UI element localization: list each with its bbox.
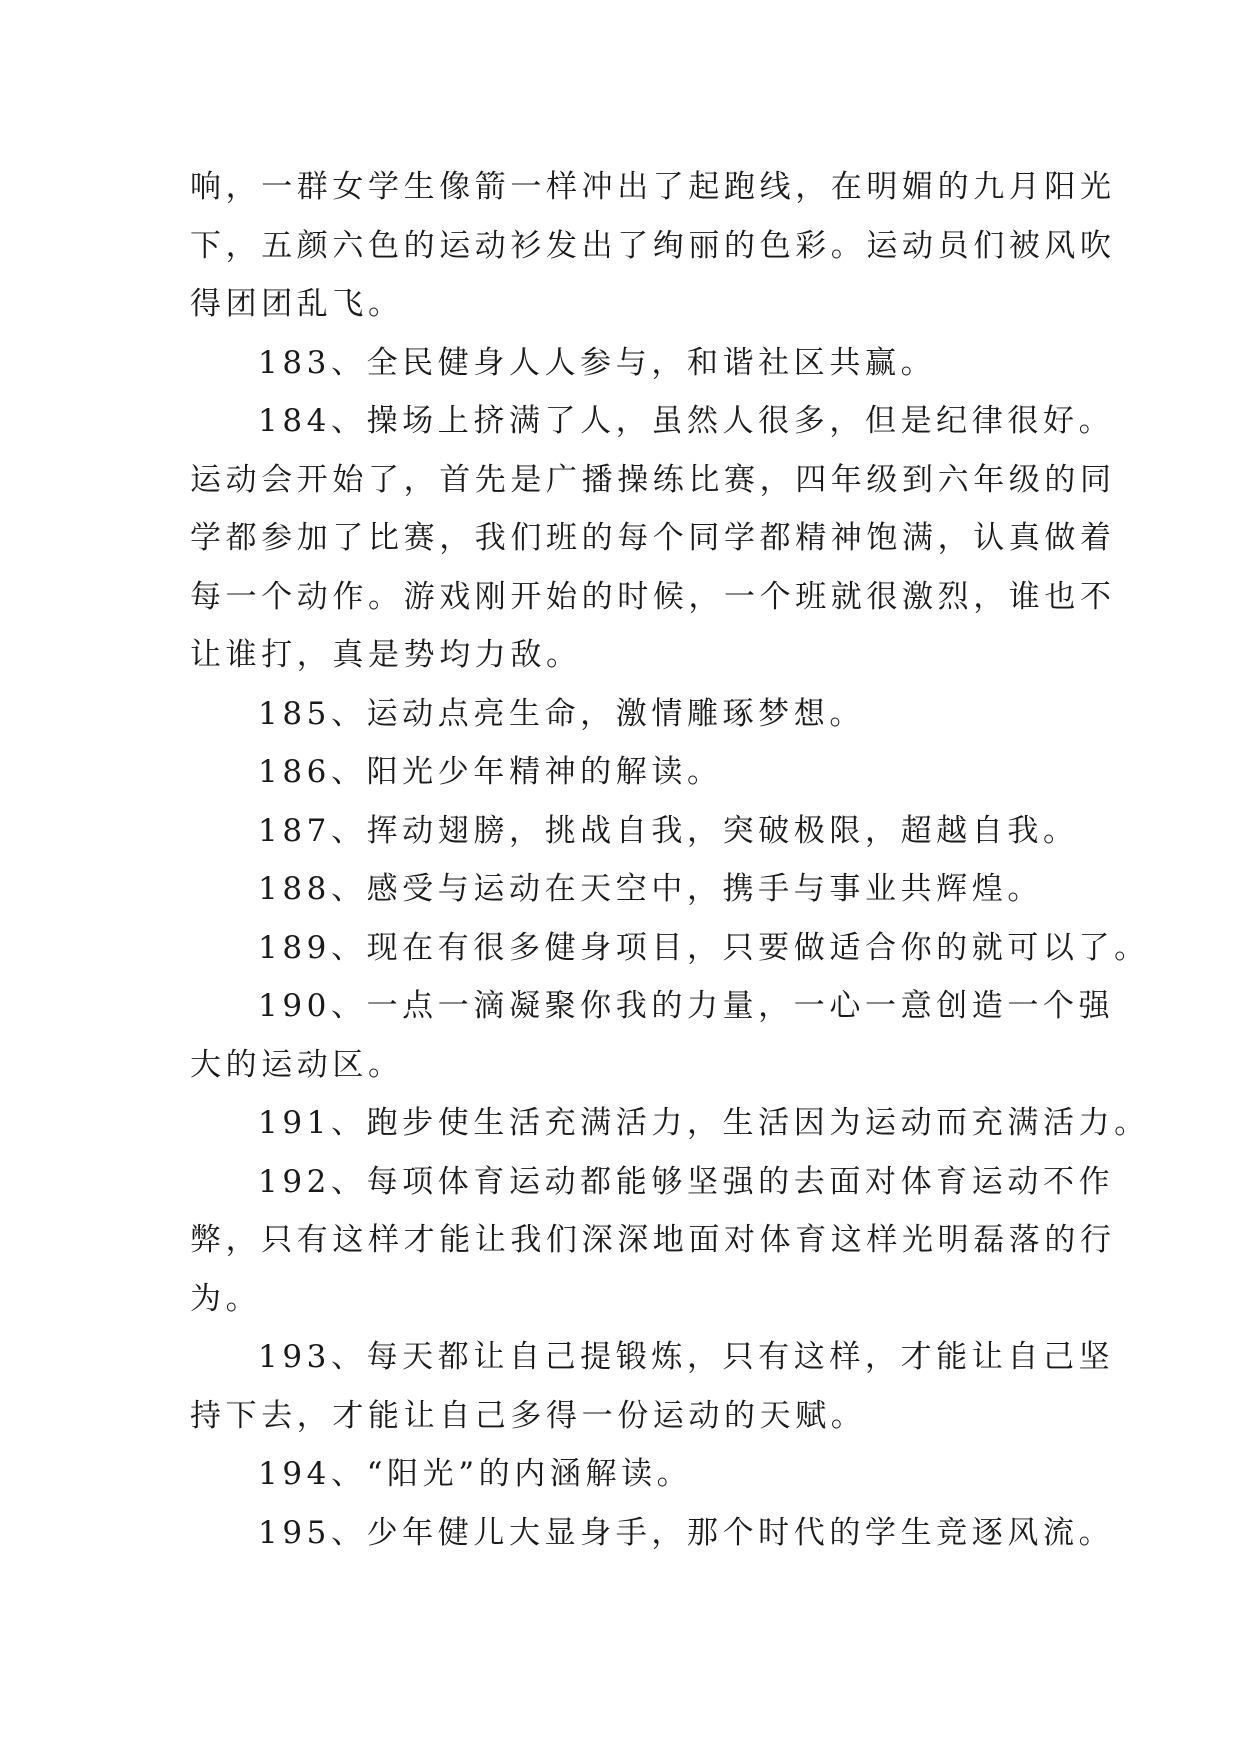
text-line: 响，一群女学生像箭一样冲出了起跑线，在明媚的九月阳光 [190,169,1116,205]
paragraph-continuation [190,158,1116,334]
text-line: 189、现在有很多健身项目，只要做适合你的就可以了。 [258,929,1150,966]
text-line: 学都参加了比赛，我们班的每个同学都精神饱满，认真做着 [190,520,1116,556]
paragraph-185 [190,685,1070,744]
paragraph-188 [190,860,1070,919]
text-line: 194、“阳光”的内涵解读。 [258,1456,693,1492]
text-line: 191、跑步使生活充满活力，生活因为运动而充满活力。 [258,1105,1150,1141]
text-line: 193、每天都让自己提锻炼，只有这样，才能让自己坚 [258,1339,1115,1375]
text-line: 得团团乱飞。 [190,286,404,322]
paragraph-195 [190,1504,1115,1563]
text-line: 188、感受与运动在天空中，携手与事业共辉煌。 [258,871,1043,907]
text-line: 运动会开始了，首先是广播操练比赛，四年级到六年级的同 [190,461,1116,498]
text-line: 190、一点一滴凝聚你我的力量，一心一意创造一个强 [258,988,1115,1024]
paragraph-187 [190,802,1079,861]
text-line: 192、每项体育运动都能够坚强的去面对体育运动不作 [258,1163,1115,1200]
paragraph-192 [190,1153,1116,1329]
text-line: 大的运动区。 [190,1046,404,1083]
paragraph-183 [190,334,1070,393]
paragraph-189 [190,919,1150,978]
text-line: 184、操场上挤满了人，虽然人很多，但是纪律很好。 [258,403,1115,439]
text-line: 185、运动点亮生命，激情雕琢梦想。 [258,695,865,732]
text-line: 为。 [190,1280,262,1317]
paragraph-191 [190,1094,1150,1153]
text-line: 持下去，才能让自己多得一份运动的天赋。 [190,1397,867,1434]
text-line: 187、挥动翅膀，挑战自我，突破极限，超越自我。 [258,812,1079,849]
paragraph-193 [190,1328,1115,1445]
paragraph-186 [190,743,1070,802]
document-body [190,158,1150,1562]
text-line: 让谁打，真是势均力敌。 [190,637,582,673]
text-line: 186、阳光少年精神的解读。 [258,754,723,790]
paragraph-194 [190,1445,1070,1504]
text-line: 下，五颜六色的运动衫发出了绚丽的色彩。运动员们被风吹 [190,227,1116,264]
paragraph-184 [190,392,1116,685]
text-line: 195、少年健儿大显身手，那个时代的学生竞逐风流。 [258,1514,1115,1551]
paragraph-190 [190,977,1115,1094]
text-line: 每一个动作。游戏刚开始的时候，一个班就很激烈，谁也不 [190,578,1116,615]
text-line: 183、全民健身人人参与，和谐社区共赢。 [258,344,937,381]
text-line: 弊，只有这样才能让我们深深地面对体育这样光明磊落的行 [190,1222,1116,1258]
